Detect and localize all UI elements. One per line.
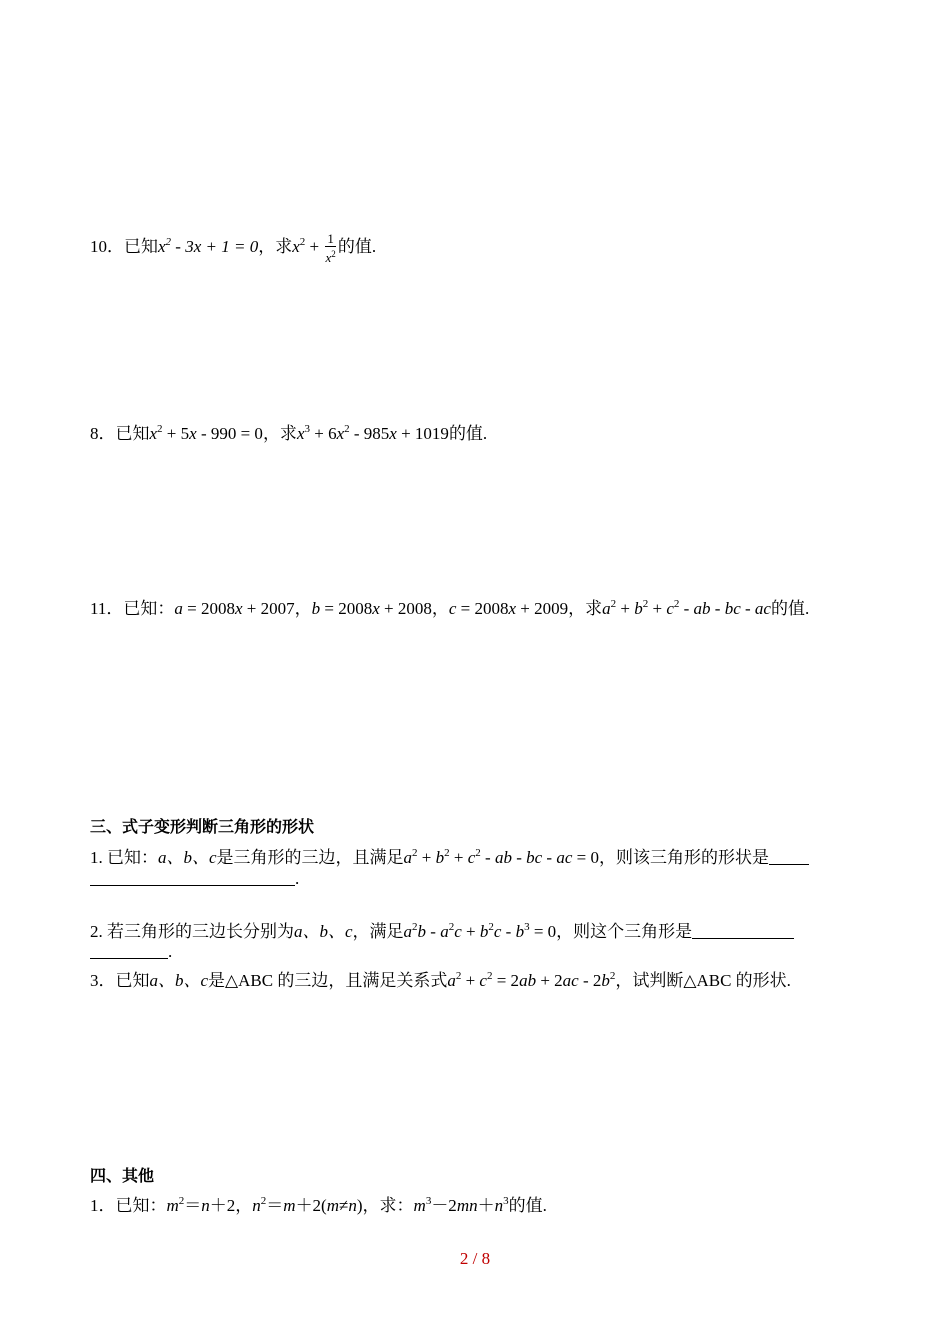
q11-number: 11．已知： (90, 599, 175, 618)
s4p1-number: 1．已知： (90, 1196, 167, 1215)
q11-mid: ，求 (568, 599, 603, 618)
s3p2-answer-blank-cont[interactable] (90, 941, 168, 959)
s3p3-equation: $a^2 + c^2 = 2ab + 2ac - 2b^2$ (447, 970, 616, 990)
s3p1-vars: a、b、c (158, 848, 217, 867)
q11-a-equation: a = 2008x + 2007 (174, 599, 295, 618)
question-8 (90, 417, 487, 446)
section-3-problem-2 (90, 915, 794, 944)
q10-expression: $x^2$ + $\frac{1}{x^2}$ (292, 230, 336, 265)
s4p1-tail: 的值. (508, 1196, 547, 1215)
s3p1-equation: $a^2 + b^2 + c^2$ - ab - bc - ac = 0 (403, 847, 599, 867)
section-3-heading: 三、式子变形判断三角形的形状 (90, 817, 315, 836)
s3p2-tail: ，则这个三角形是 (556, 922, 693, 941)
q8-tail: 的值. (448, 424, 488, 443)
s4p1-expression: $m^3-2mn+n^3$ (413, 1195, 509, 1215)
section-3-problem-2-cont (90, 940, 172, 964)
s3p2-answer-blank[interactable] (692, 921, 794, 939)
s3p1-number: 1. 已知： (90, 848, 158, 867)
section-3-problem-1-cont (90, 867, 299, 891)
s3p2-mid: ，满足 (352, 922, 404, 941)
question-10 (90, 230, 376, 265)
s3p3-desc: 是△ABC 的三边，且满足关系式 (208, 971, 448, 990)
q11-expression: $a^2 + b^2 + c^2$ - ab - bc - ac (602, 598, 771, 618)
q10-fraction: $\frac{1}{x^2}$ (325, 230, 336, 265)
q10-mid: ，求 (258, 237, 293, 256)
section-4-heading: 四、其他 (90, 1166, 155, 1185)
q8-expression: $x^3 + 6x^2 - 985x + 1019$ (296, 423, 449, 443)
section-3-problem-3 (90, 964, 791, 993)
section-3-problem-1 (90, 841, 809, 870)
s4p1-condition: $m^2=n+2$，$n^2=m+2(m\ne n)$ (166, 1195, 363, 1215)
q8-number: 8．已知 (90, 424, 150, 443)
q11-c-equation: c = 2008x + 2009 (448, 599, 569, 618)
s3p2-vars: a、b、c (294, 922, 353, 941)
s3p1-end: . (295, 869, 300, 888)
q10-equation: $x^2 - 3x + 1 = 0$ (158, 236, 259, 256)
section-4-problem-1 (90, 1189, 547, 1218)
s3p3-number: 3．已知 (90, 971, 150, 990)
s3p2-equation: $a^2b - a^2c + b^2c - b^3 = 0$ (403, 921, 557, 941)
s4p1-mid: ，求： (362, 1196, 414, 1215)
q10-number: 10．已知 (90, 237, 158, 256)
q8-equation: $x^2 + 5x - 990 = 0$ (149, 423, 263, 443)
s3p2-end: . (168, 942, 173, 961)
s3p3-vars: a、b、c (149, 971, 209, 990)
q11-b-equation: b = 2008x + 2008 (311, 599, 432, 618)
s3p1-tail: ，则该三角形的形状是 (598, 848, 769, 867)
s3p3-tail: ，试判断△ABC 的形状. (615, 971, 791, 990)
q8-mid: ，求 (262, 424, 297, 443)
s3p1-answer-blank-cont[interactable] (90, 868, 295, 886)
page-number: 2 / 8 (459, 1249, 491, 1268)
q10-tail: 的值. (337, 237, 377, 256)
s3p2-number: 2. 若三角形的三边长分别为 (90, 922, 294, 941)
s3p1-answer-blank[interactable] (769, 847, 809, 865)
s3p1-desc: 是三角形的三边，且满足 (216, 848, 404, 867)
q11-tail: 的值. (770, 599, 810, 618)
question-11: 11．已知：a = 2008x + 2007，b = 2008x + 2008，c = 2008x + 2009，求$a^2 + b^2 + c^2$ - ab - bc - ac的值. (90, 598, 810, 618)
